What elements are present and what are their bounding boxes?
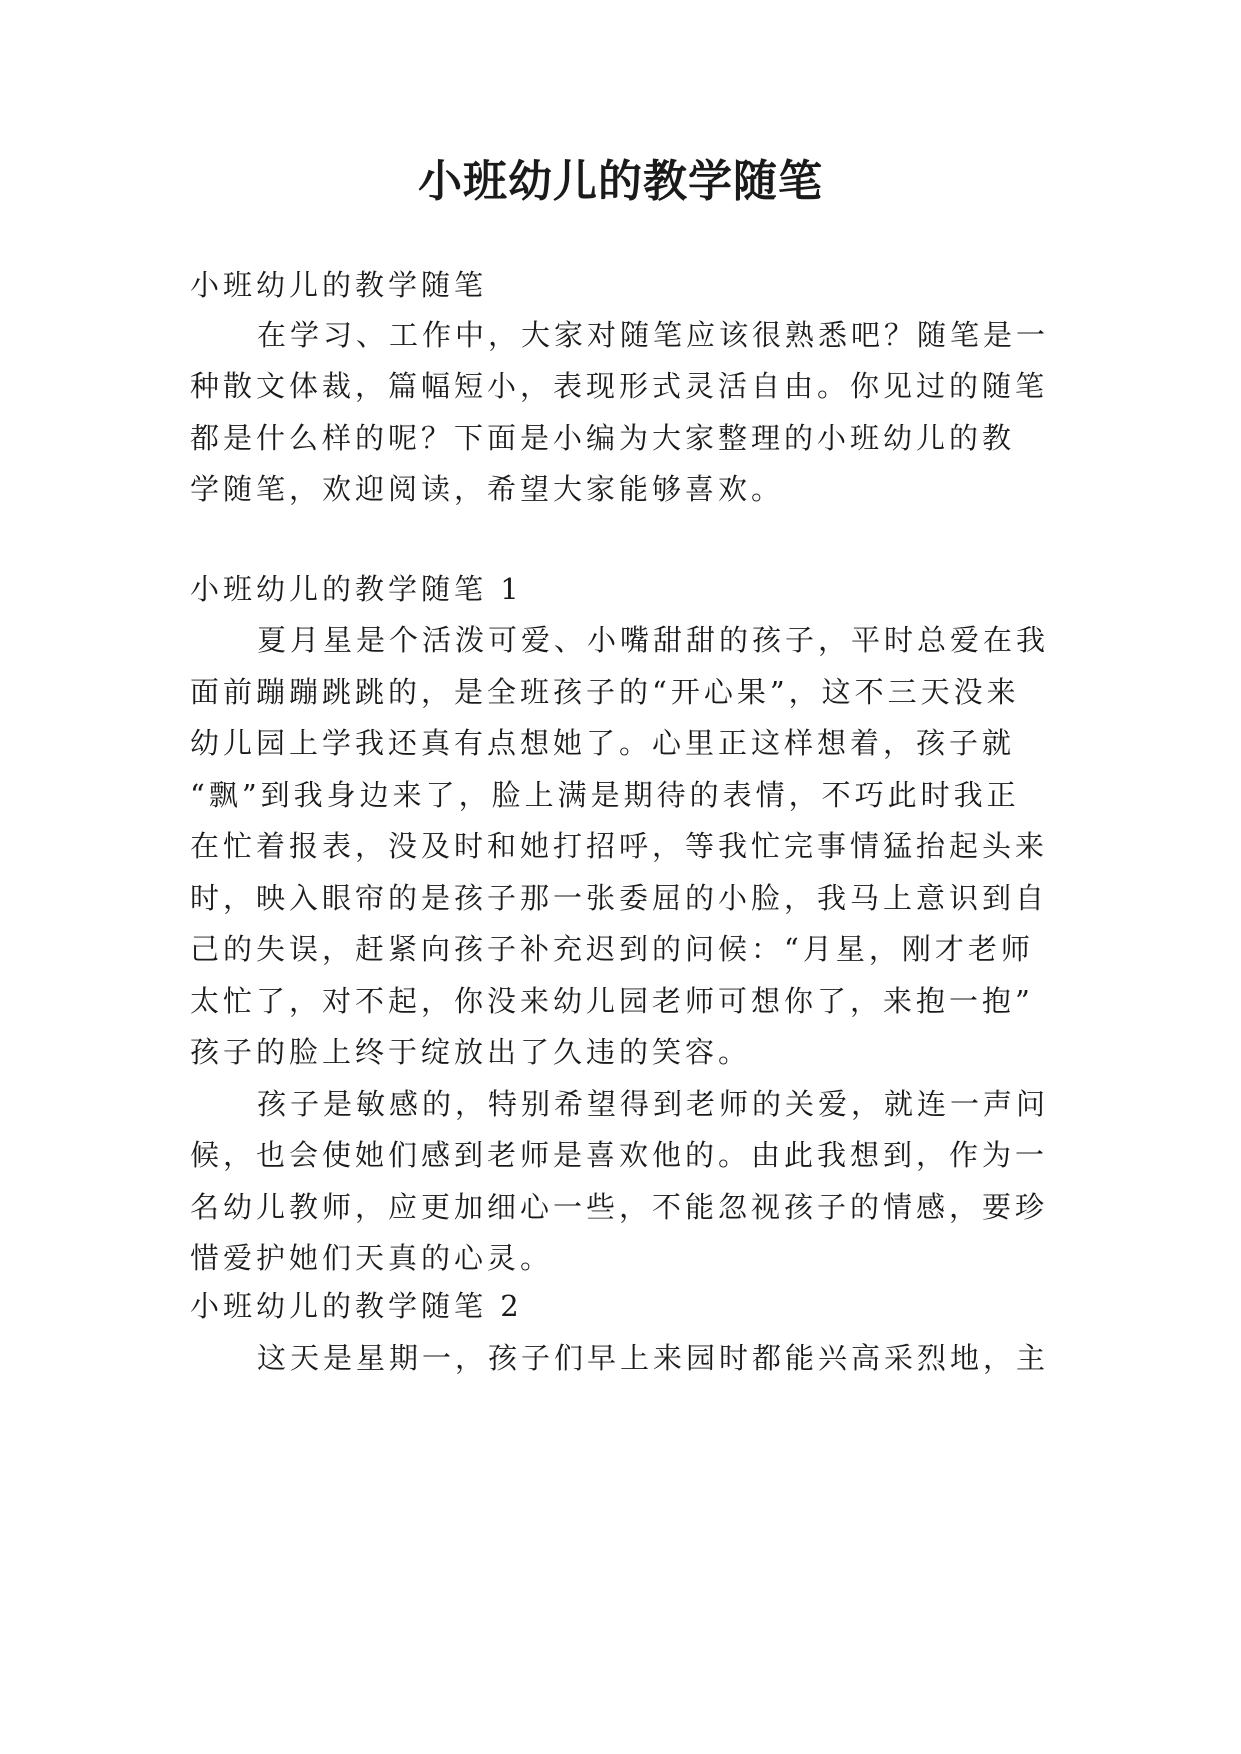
paragraph-line: 这天是星期一，孩子们早上来园时都能兴高采烈地，主 [257,1341,1050,1375]
paragraph-line: 时，映入眼帘的是孩子那一张委屈的小脸，我马上意识到自 [190,881,1049,915]
paragraph-line: 学随笔，欢迎阅读，希望大家能够喜欢。 [190,472,785,506]
paragraph-line: 种散文体裁，篇幅短小，表现形式灵活自由。你见过的随笔 [190,369,1049,403]
paragraph-line: 在忙着报表，没及时和她打招呼，等我忙完事情猛抬起头来 [190,829,1049,863]
paragraph-line: 在学习、工作中，大家对随笔应该很熟悉吧？随笔是一 [257,318,1050,352]
section-heading: 小班幼儿的教学随笔 2 [190,1289,523,1323]
paragraph-line: 孩子是敏感的，特别希望得到老师的关爱，就连一声问 [257,1087,1050,1121]
paragraph-line: 太忙了，对不起，你没来幼儿园老师可想你了，来抱一抱” [190,984,1034,1018]
paragraph-line: 孩子的脸上终于绽放出了久违的笑容。 [190,1035,752,1069]
paragraph-line: 夏月星是个活泼可爱、小嘴甜甜的孩子，平时总爱在我 [257,623,1050,657]
paragraph-line: 幼儿园上学我还真有点想她了。心里正这样想着，孩子就 [190,726,1016,760]
section-heading: 小班幼儿的教学随笔 1 [190,572,523,606]
paragraph-line: 都是什么样的呢？下面是小编为大家整理的小班幼儿的教 [190,421,1016,455]
document-title: 小班幼儿的教学随笔 [418,156,823,207]
paragraph-line: 己的失误，赶紧向孩子补充迟到的问候：“月星，刚才老师 [190,932,1034,966]
paragraph-line: “飘”到我身边来了，脸上满是期待的表情，不巧此时我正 [190,778,1020,812]
section-heading: 小班幼儿的教学随笔 [190,268,488,302]
paragraph-line: 名幼儿教师，应更加细心一些，不能忽视孩子的情感，要珍 [190,1190,1049,1224]
paragraph-line: 面前蹦蹦跳跳的，是全班孩子的“开心果”，这不三天没来 [190,675,1020,709]
paragraph-line: 惜爱护她们天真的心灵。 [190,1241,554,1275]
paragraph-line: 候，也会使她们感到老师是喜欢他的。由此我想到，作为一 [190,1138,1049,1172]
